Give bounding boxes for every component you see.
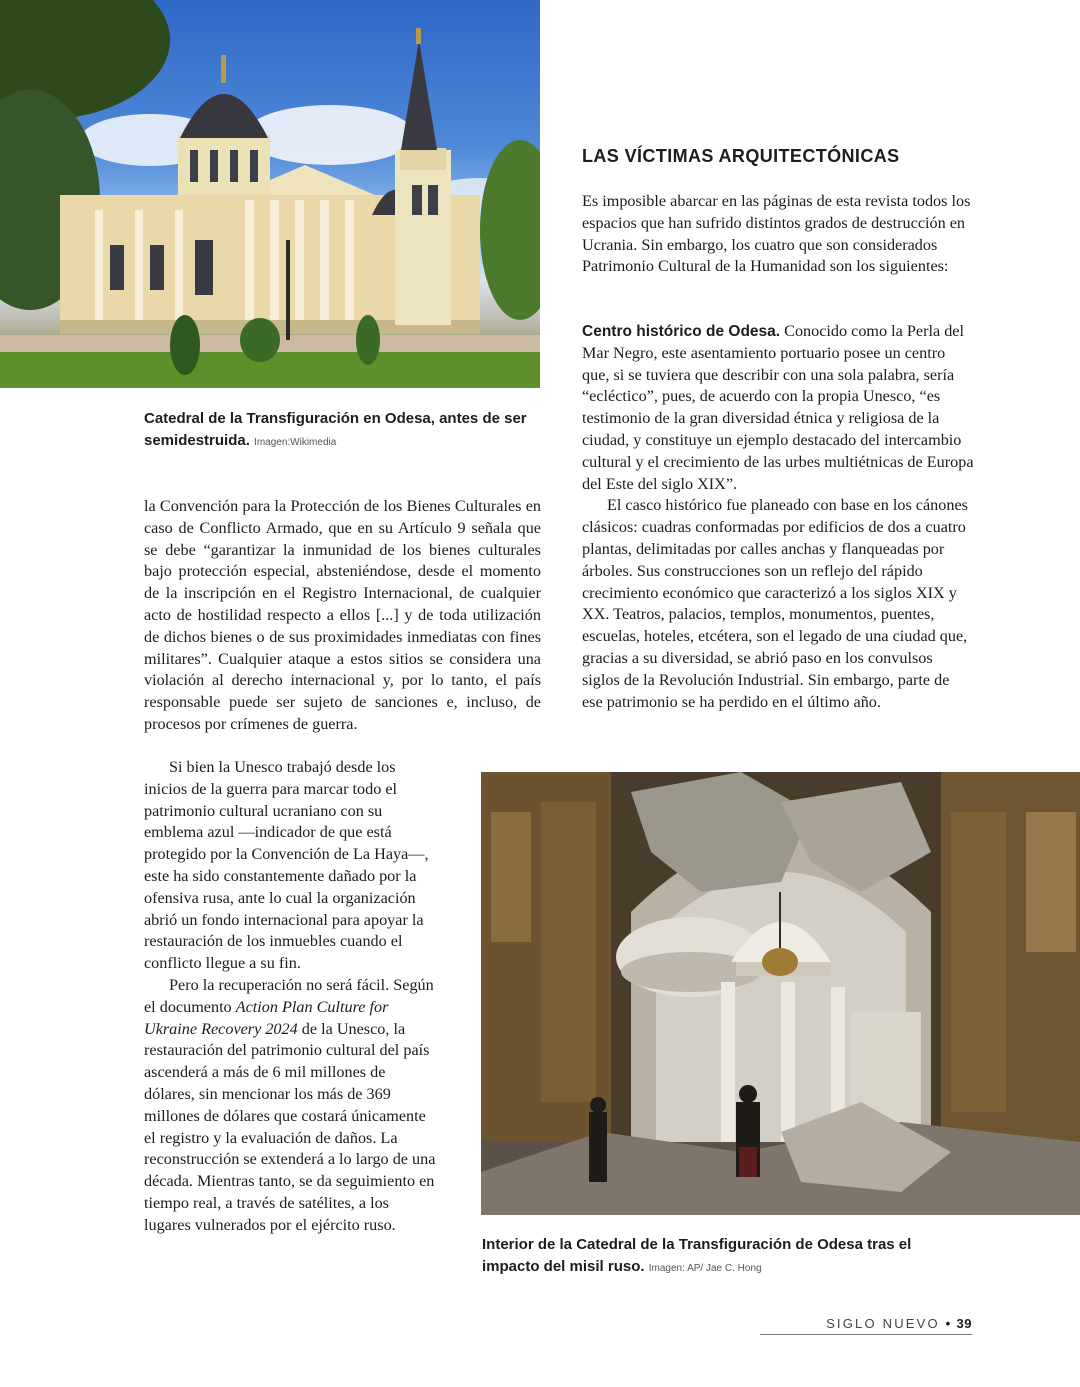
page-number: 39 — [956, 1316, 972, 1331]
top-photo-credit: Imagen:Wikimedia — [254, 437, 337, 448]
top-photo-caption — [144, 408, 544, 454]
intro-paragraph: Es imposible abarcar en las páginas de esta revista todos los espacios que han sufrido distintos grados de destrucción en Ucrania. Sin embargo, los cuatro que son considerados Patrimonio Cultural de la Humanidad son los siguientes: — [582, 192, 971, 276]
cathedral-interior-photo — [481, 772, 1080, 1215]
section-heading: LAS VÍCTIMAS ARQUITECTÓNICAS — [582, 146, 900, 166]
bottom-photo-credit: Imagen: AP/ Jae C. Hong — [648, 1263, 762, 1274]
right-column-odesa — [582, 321, 974, 713]
left-column-lower — [144, 757, 439, 1237]
left-paragraph-3-b: de la Unesco, la restauración del patrimonio cultural del país ascenderá a más de 6 mil millones de dólares, sin mencionar los más de 369 millones de dólares que costará únicamente el registro y la evaluación de daños. La reconstrucción se extenderá a lo largo de una década. Mientras tanto, se da seguimiento en tiempo real, a través de satélites, a los lugares vulnerados por el ejército ruso. — [144, 1019, 436, 1234]
folio-separator: • — [945, 1316, 951, 1331]
left-paragraph-1: la Convención para la Protección de los Bienes Culturales en caso de Conflicto Armado, que en su Artículo 9 señala que se debe “garantizar la inmunidad de los bienes culturales bajo protección especial, absteniéndose, desde el momento de la inscripción en el Registro Internacional, de cualquier acto de hostilidad respecto a ellos [...] y de toda utilización de dichos bienes o de sus proximidades inmediatas con fines militares”. Cualquier ataque a estos sitios se considera una violación al derecho internacional y, por lo tanto, el país responsable puede ser sujeto de sanciones e, incluso, de procesos por crímenes de guerra. — [144, 497, 541, 733]
odesa-paragraph-1 — [582, 321, 974, 495]
cathedral-exterior-photo — [0, 0, 540, 388]
left-column-upper — [144, 496, 541, 736]
odesa-text: Conocido como la Perla del Mar Negro, este asentamiento portuario posee un centro que, si se tuviera que describir con una sola palabra, sería “ecléctico”, pues, de acuerdo con la propia Unesco, “es testimonio de la gran diversidad étnica y religiosa de la ciudad, y constituye un ejemplo destacado del intercambio cultural y el crecimiento de las urbes multiétnicas de Europa del Este del siglo XIX”. — [582, 322, 974, 493]
bottom-photo-caption — [482, 1234, 952, 1280]
left-paragraph-2: Si bien la Unesco trabajó desde los inicios de la guerra para marcar todo el patrimonio cultural ucraniano con su emblema azul —indicador de que está protegido por la Convención de La Haya—, este ha sido constantemente dañado por la ofensiva rusa, ante lo cual la organización abrió un fondo internacional para apoyar la restauración de los inmuebles cuando el conflicto llegue a su fin. — [144, 758, 429, 973]
odesa-lead: Centro histórico de Odesa. — [582, 323, 781, 340]
page-folio — [760, 1316, 972, 1335]
top-photo-caption-text: Catedral de la Transfiguración en Odesa, antes de ser semidestruida. — [144, 410, 527, 449]
left-paragraph-3-a: Pero la recuperación no será fácil. Según el documento — [144, 975, 434, 1016]
bottom-photo-caption-text: Interior de la Catedral de la Transfiguración de Odesa tras el impacto del misil ruso. — [482, 1236, 912, 1275]
action-plan-title: Action Plan Culture for Ukraine Recovery 2024 — [144, 997, 389, 1038]
right-column-intro — [582, 191, 974, 278]
odesa-paragraph-2: El casco histórico fue planeado con base en los cánones clásicos: cuadras conformadas por edificios de dos a cuatro plantas, delimitadas por calles anchas y flanqueadas por árboles. Sus construcciones son un reflejo del rápido crecimiento económico que caracterizó a los siglos XIX y XX. Teatros, palacios, templos, monumentos, puentes, escuelas, hoteles, etcétera, son el legado de una ciudad que, gracias a su diversidad, se abrió paso en los convulsos siglos de la Revolución Industrial. Sin embargo, parte de ese patrimonio se ha perdido en el último año. — [582, 496, 968, 711]
left-paragraph-3 — [144, 975, 439, 1237]
magazine-name: SIGLO NUEVO — [826, 1316, 940, 1331]
